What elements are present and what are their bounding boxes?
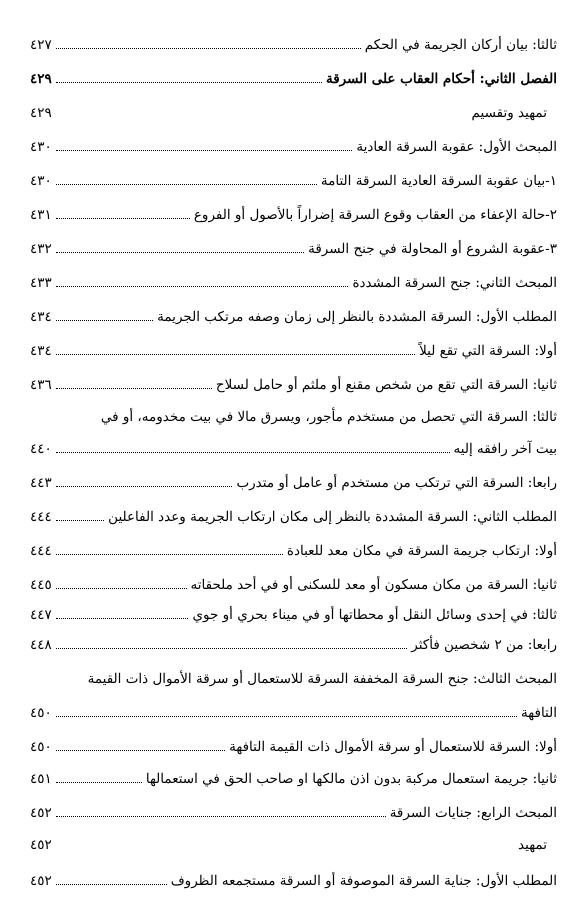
toc-entry-page: ٤٢٧ (30, 37, 52, 53)
toc-entry (30, 198, 557, 224)
toc-entry (30, 62, 557, 88)
toc-entry (30, 828, 557, 854)
toc-entry-page: ٤٢٩ (30, 71, 52, 87)
toc-entry-page: ٤٥٢ (30, 805, 52, 821)
toc-entry (30, 628, 557, 654)
toc-entry-page: ٤٥٠ (30, 705, 52, 721)
toc-entry-page: ٤٣٤ (30, 343, 52, 359)
toc-entry-title: ١-بيان عقوبة السرقة العادية السرقة التامة (320, 173, 557, 189)
toc-entry-page: ٤٤٥ (30, 577, 52, 593)
toc-entry-page: ٤٥٠ (30, 739, 52, 755)
toc-entry-page: ٤٣٣ (30, 275, 52, 291)
toc-entry (30, 696, 557, 722)
toc-entry-title: بيت آخر رافقه إليه (453, 441, 557, 457)
toc-entry-title: ثالثا: في إحدى وسائل النقل أو محطاتها أو في ميناء بحري أو جوي (192, 607, 557, 623)
toc-entry-title: المبحث الثالث: جنح السرقة المخففة السرقة للاستعمال أو سرقة الأموال ذات القيمة (87, 671, 557, 687)
toc-entry (30, 568, 557, 594)
toc-entry-page: ٤٤٧ (30, 607, 52, 623)
dot-leader (56, 520, 104, 521)
dot-leader (56, 320, 153, 321)
toc-entry-title: الفصل الثاني: أحكام العقاب على السرقة (325, 71, 557, 87)
toc-entry-page: ٤٤٨ (30, 637, 52, 653)
toc-entry (30, 334, 557, 360)
toc-entry-page: ٤٣٦ (30, 377, 52, 393)
toc-entry-title: أولا: السرقة التي تقع ليلاً (419, 343, 557, 359)
toc-entry (30, 28, 557, 54)
toc-entry-title: ٢-حالة الإعفاء من العقاب وقوع السرقة إضراراً بالأصول أو الفروع (193, 207, 557, 223)
dot-leader (56, 218, 190, 219)
toc-entry-title: أولا: ارتكاب جريمة السرقة في مكان معد للعبادة (286, 543, 557, 559)
toc-entry-title: التافهة (521, 705, 557, 721)
toc-entry-title: ثانيا: السرقة من مكان مسكون أو معد للسكنى أو في أحد ملحقاته (190, 577, 557, 593)
dot-leader (56, 82, 322, 83)
toc-entry (30, 796, 557, 822)
toc-entry-title: المبحث الرابع: جنايات السرقة (389, 805, 557, 821)
toc-entry (30, 730, 557, 756)
toc-entry-title: رابعا: من ٢ شخصين فأكثر (411, 637, 557, 653)
toc-entry-page: ٤٤٤ (30, 543, 52, 559)
toc-entry-page: ٤٤٠ (30, 441, 52, 457)
toc-entry (30, 598, 557, 624)
dot-leader (56, 554, 283, 555)
dot-leader (56, 486, 233, 487)
toc-entry-page: ٤٣٤ (30, 309, 52, 325)
dot-leader (56, 618, 189, 619)
toc-entry (30, 130, 557, 156)
toc-entry-title: المطلب الأول: السرقة المشددة بالنظر إلى زمان وصفه مرتكب الجريمة (157, 309, 557, 325)
toc-entry (30, 96, 557, 122)
toc-entry-title: ثالثا: بيان أركان الجريمة في الحكم (364, 37, 557, 53)
toc-entry-page: ٤٥٢ (30, 873, 52, 889)
toc-entry-page: ٤٣٢ (30, 241, 52, 257)
toc-entry (30, 164, 557, 190)
dot-leader (56, 388, 212, 389)
toc-entry-page: ٤٤٣ (30, 475, 52, 491)
toc-entry (30, 300, 557, 326)
toc-entry (30, 500, 557, 526)
toc-entry (30, 232, 557, 258)
toc-entry-title: المطلب الأول: جناية السرقة الموصوفة أو السرقة مستجمعه الظروف (170, 873, 557, 889)
dot-leader (56, 354, 415, 355)
toc-entry-page: ٤٣٠ (30, 173, 52, 189)
dot-leader (56, 884, 167, 885)
toc-entry (30, 400, 557, 426)
dot-leader (56, 48, 361, 49)
toc-entry (30, 466, 557, 492)
dot-leader (56, 816, 386, 817)
dot-leader (56, 150, 353, 151)
toc-entry-title: تمهيد (518, 837, 547, 853)
dot-leader (56, 286, 349, 287)
toc-entry (30, 266, 557, 292)
dot-leader (56, 716, 517, 717)
toc-entry-page: ٤٤٤ (30, 509, 52, 525)
toc-entry-title: ثانيا: السرقة التي تقع من شخص مقنع أو ملثم أو حامل لسلاح (215, 377, 557, 393)
toc-entry-title: رابعا: السرقة التي ترتكب من مستخدم أو عامل أو متدرب (236, 475, 557, 491)
toc-entry-title: المبحث الثاني: جنح السرقة المشددة (352, 275, 557, 291)
toc-entry-page: ٤٣١ (30, 207, 52, 223)
dot-leader (56, 452, 450, 453)
toc-entry-title: ٣-عقوبة الشروع أو المحاولة في جنح السرقة (308, 241, 557, 257)
dot-leader (56, 750, 225, 751)
toc-entry (30, 534, 557, 560)
dot-leader (56, 648, 407, 649)
dot-leader (56, 184, 317, 185)
toc-entry (30, 762, 557, 788)
toc-entry-title: ثالثا: السرقة التي تحصل من مستخدم مأجور، ويسرق مالا في بيت مخدومه، أو في (100, 409, 557, 425)
toc-entry (30, 368, 557, 394)
toc-entry-title: ثانيا: جريمة استعمال مركبة بدون اذن مالكها او صاحب الحق في استعمالها (145, 771, 557, 787)
toc-entry-title: تمهيد وتقسيم (471, 105, 547, 121)
toc-entry-title: أولا: السرقة للاستعمال أو سرقة الأموال ذات القيمة التافهة (229, 739, 557, 755)
dot-leader (56, 588, 187, 589)
toc-entry-page: ٤٥١ (30, 771, 52, 787)
dot-leader (56, 782, 142, 783)
toc-entry-page: ٤٥٢ (30, 837, 52, 853)
toc-entry-title: المطلب الثاني: السرقة المشددة بالنظر إلى مكان ارتكاب الجريمة وعدد الفاعلين (108, 509, 557, 525)
dot-leader (56, 252, 304, 253)
toc-entry (30, 864, 557, 890)
toc-entry-title: المبحث الأول: عقوبة السرقة العادية (356, 139, 557, 155)
toc-entry (30, 662, 557, 688)
toc-entry (30, 432, 557, 458)
toc-entry-page: ٤٣٠ (30, 139, 52, 155)
toc-entry-page: ٤٢٩ (30, 105, 52, 121)
